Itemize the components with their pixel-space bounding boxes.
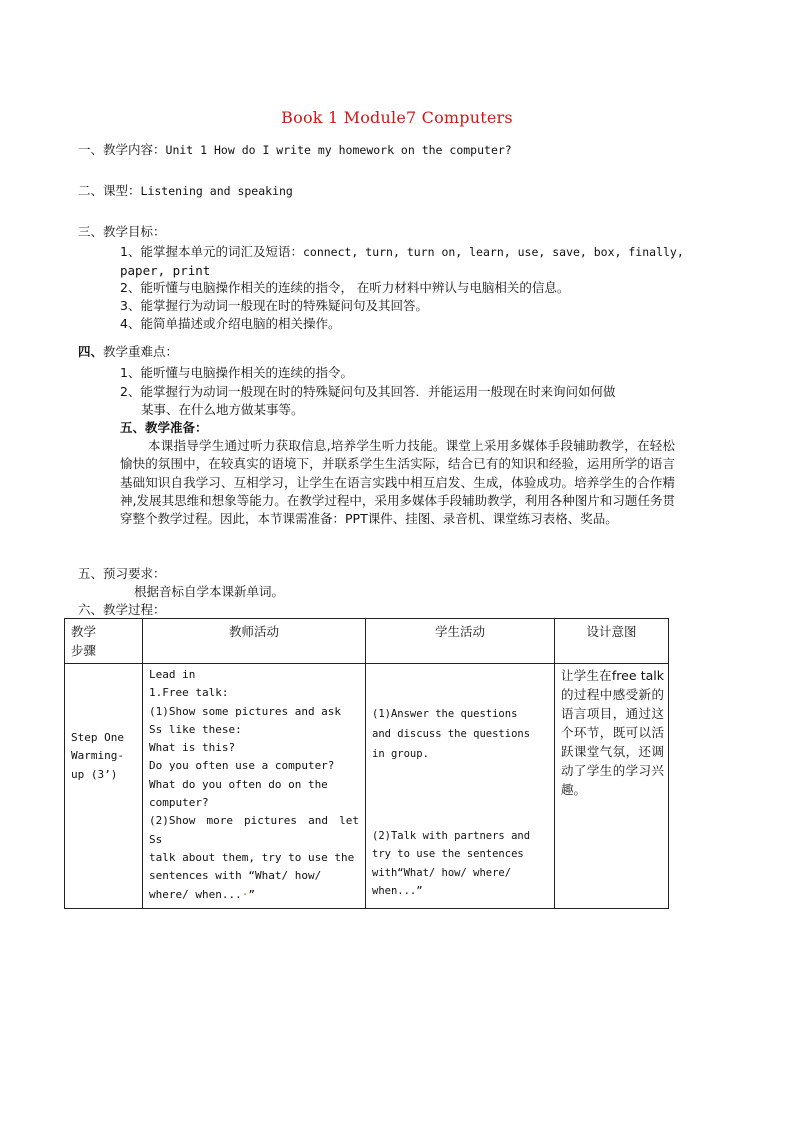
preview-text: 根据音标自学本课新单词。 [134, 584, 285, 599]
teacher-line: 1.Free talk: [149, 686, 229, 700]
section-lesson-type [78, 182, 293, 200]
design-intent-text: 让学生在free talk的过程中感受新的语言项目，通过这个环节，既可以活跃课堂气氛，还调动了学生的学习兴趣。 [561, 668, 664, 797]
section-key-points-heading [78, 343, 178, 361]
teacher-line: Ss like these: [149, 722, 242, 736]
section-objectives-heading [78, 223, 166, 241]
key-point-2: 2、能掌握行为动词一般现在时的特殊疑问句及其回答．并能运用一般现在时来询问如何做 [120, 384, 616, 399]
table-row [65, 664, 669, 909]
teacher-line: (1)Show some pictures and ask [149, 704, 342, 718]
teacher-line: Lead in [149, 668, 196, 681]
objective-1-words: connect, turn, turn on, learn, use, save, box, finally, [302, 245, 684, 259]
orange-mark: · [241, 887, 249, 901]
objective-1 [120, 243, 684, 261]
section-label: 教学重难点： [103, 344, 179, 359]
teacher-line-last [149, 886, 359, 904]
section-label: 教学过程： [103, 602, 166, 617]
key-point-1: 1、能听懂与电脑操作相关的连续的指令。 [120, 365, 353, 380]
section-text: Unit 1 How do I write my homework on the computer? [165, 143, 512, 157]
closing-quote: ” [248, 887, 255, 901]
student-line: try to use the sentences [372, 848, 524, 861]
preparation-paragraph: 本课指导学生通过听力获取信息,培养学生听力技能。课堂上采用多媒体手段辅助教学，在轻松愉快的氛围中，在较真实的语境下，并联系学生生活实际，结合已有的知识和经验，运用所学的语言基础知识自我学习、互相学习，让学生在语言实践中相互启发、生成，体验成功。培养学生的合作精神,发展其思维和想象等能力。在教学过程中，采用多媒体手段辅助教学，利用各种图片和习题任务贯穿整个教学过程。因此，本节课需准备：PPT课件、挂图、录音机、课堂练习表格、奖品。 [120, 438, 675, 527]
section-label: 教学目标： [103, 224, 166, 239]
header-teacher-activity: 教师活动 [143, 619, 366, 664]
objective-1-cont: paper, print [120, 263, 211, 278]
step-line: up (3’) [71, 767, 118, 781]
section-label: 课型： [103, 183, 141, 198]
objective-3: 3、能掌握行为动词一般现在时的特殊疑问句及其回答。 [120, 298, 428, 313]
section-text: Listening and speaking [140, 184, 293, 198]
student-line: and discuss the questions [372, 728, 531, 740]
teacher-line: What do you often do on the [149, 777, 328, 791]
document-title: Book 1 Module7 Computers [281, 108, 513, 127]
teacher-line: computer? [149, 796, 209, 810]
section-process-heading [78, 601, 166, 619]
section-preparation-heading: 五、教学准备： [120, 420, 208, 435]
table-header-row [65, 619, 669, 664]
header-design-intent: 设计意图 [555, 619, 669, 664]
teaching-process-table [64, 618, 669, 909]
teacher-line-text: where/ when... [149, 887, 242, 901]
teacher-line: What is this? [149, 741, 236, 755]
student-line: in group. [372, 748, 429, 760]
student-line: with“What/ how/ where/ [372, 866, 512, 879]
section-preview-heading [78, 565, 166, 583]
objective-2: 2、能听懂与电脑操作相关的连续的指令， 在听力材料中辨认与电脑相关的信息。 [120, 280, 570, 295]
teacher-activity-cell [143, 664, 366, 909]
header-step-line2: 步骤 [71, 643, 97, 658]
section-number: 六、 [78, 602, 104, 617]
objective-4: 4、能简单描述或介绍电脑的相关操作。 [120, 316, 341, 331]
header-step [65, 619, 143, 664]
step-line: Step One [71, 731, 124, 744]
section-number: 五、 [78, 566, 104, 581]
header-student-activity: 学生活动 [366, 619, 555, 664]
header-step-line1: 教学 [71, 624, 97, 639]
section-label: 预习要求： [103, 566, 166, 581]
step-line: Warming- [71, 749, 124, 763]
student-line: when...” [372, 884, 423, 897]
objective-1-label: 1、能掌握本单元的词汇及短语： [120, 244, 303, 259]
key-point-2-cont: 某事、在什么地方做某事等。 [141, 402, 304, 417]
design-intent-cell [555, 664, 669, 909]
section-number: 一、 [78, 142, 104, 157]
step-cell [65, 664, 143, 909]
section-number: 二、 [78, 183, 104, 198]
section-content [78, 141, 512, 159]
student-activity-cell [366, 664, 555, 909]
teacher-line: talk about them, try to use the [149, 850, 355, 864]
section-number: 四、 [78, 344, 104, 359]
teacher-line: Do you often use a computer? [149, 759, 335, 773]
section-number: 三、 [78, 224, 104, 239]
student-line: (1)Answer the questions [372, 708, 518, 720]
student-line: (2)Talk with partners and [372, 830, 531, 842]
section-label: 教学内容： [103, 142, 166, 157]
teacher-line: sentences with “What/ how/ [149, 869, 322, 883]
teacher-line: (2)Show more pictures and let Ss [149, 814, 359, 846]
